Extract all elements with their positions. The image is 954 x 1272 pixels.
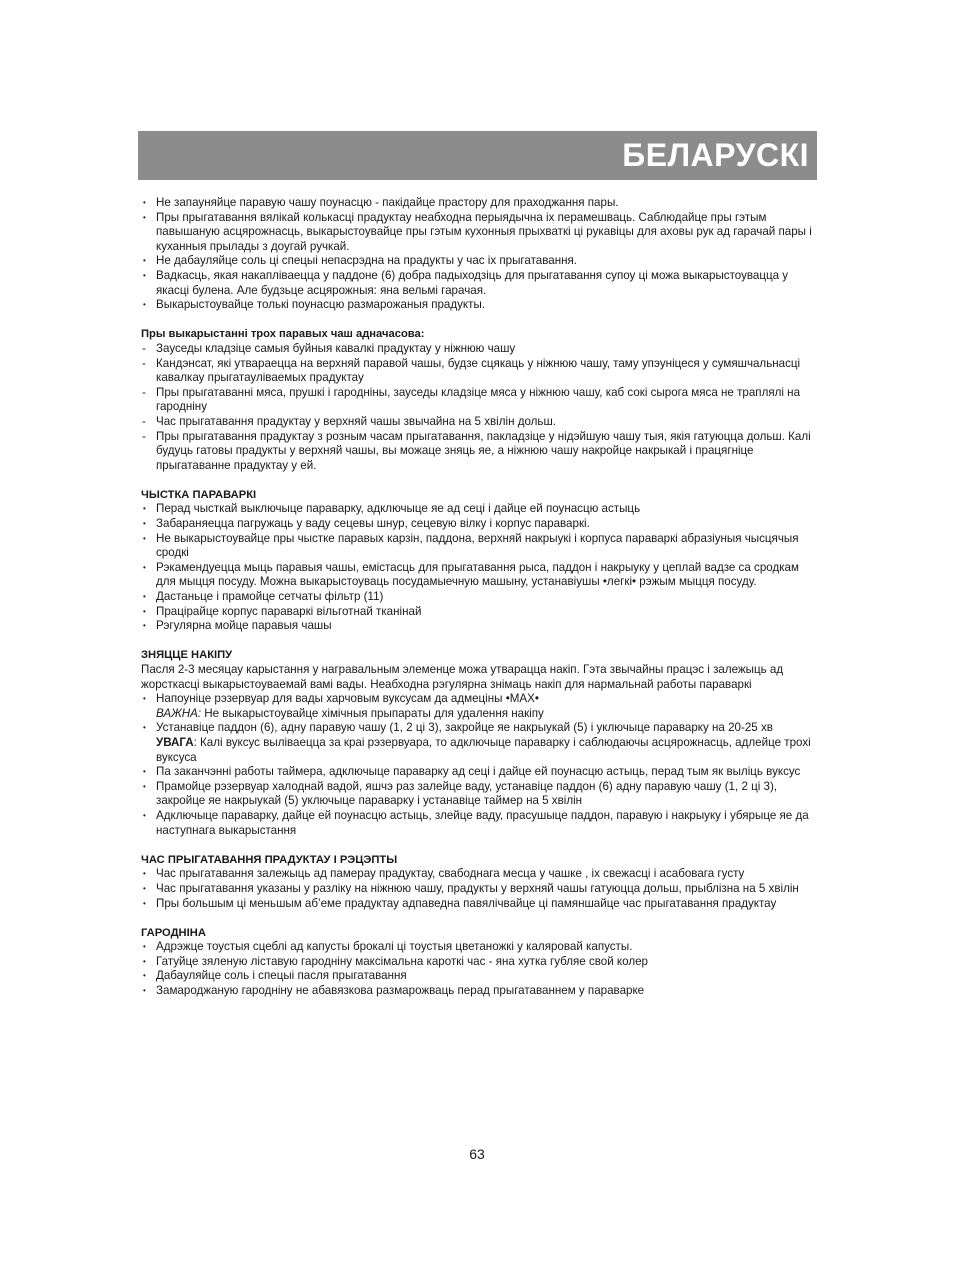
list-item-text: Гатуйце зяленую ліставую гародніну максімальна кароткі час - яна хутка губляе свой колер <box>156 954 648 968</box>
list-item <box>141 254 817 269</box>
list-item-text: Перад чысткай выключыце параварку, адключыце яе ад сеці і дайце ей поунасцю астыць <box>156 502 641 516</box>
bullet-marker: • <box>143 942 146 952</box>
list-item-text: Час прыгатавання прадуктау у верхняй чашы звычайна на 5 хвілін дольш. <box>156 414 556 428</box>
section-heading: ЧЫСТКА ПАРАВАРКІ <box>141 488 257 501</box>
list-item-text: Напоуніце рэзервуар для вады харчовым вуксусам да адмецiны •MAX• <box>156 692 539 706</box>
list-item-text: Адрэжце тоустыя сцеблі ад капусты брокалі ці тоустыя цветаножкі у каляровай капусты. <box>156 940 633 954</box>
bullet-marker: • <box>143 212 146 222</box>
bullet-marker: • <box>143 898 146 908</box>
list-item <box>141 765 817 780</box>
section-heading: ГАРОДНІНА <box>141 926 206 939</box>
bullet-marker: • <box>143 723 146 733</box>
page-number: 63 <box>469 1146 485 1162</box>
manual-content <box>141 196 817 999</box>
bullet-marker: • <box>143 956 146 966</box>
intro-section <box>141 196 817 313</box>
list-item <box>141 969 817 984</box>
list-item <box>141 780 817 809</box>
caution-note <box>156 736 817 765</box>
list-item <box>141 430 817 474</box>
bullet-marker: • <box>143 606 146 616</box>
list-item-text: Час прыгатавання залежыць ад памерау прадуктау, свабоднага месца у чашке , іх свежасці і асабовага густу <box>156 867 745 881</box>
dash-marker: - <box>142 341 146 355</box>
section-heading: ЗНЯЦЦЕ НАКІПУ <box>141 649 233 662</box>
list-item <box>141 415 817 430</box>
list-item <box>141 532 817 561</box>
bullet-marker: • <box>143 300 146 310</box>
section-paragraph: Пасля 2-3 месяцау карыстання у награвальным элеменце можа утварацца накіп. Гэта звычайны працэс і залежыць ад жорсткасці выкарыстоуваемай вамі вады. Неабходна рэгулярна знімаць накіп для нармальнай работы параваркі <box>141 663 784 691</box>
bullet-marker: • <box>143 869 146 879</box>
list-item <box>141 605 817 620</box>
list-item-text: Па заканчэнні работы таймера, адключыце параварку ад сеці і дайце ей поунасцю астыць, перад тым як выліць вуксус <box>156 765 801 779</box>
bullet-marker: • <box>143 810 146 820</box>
note-label: УВАГА <box>156 735 194 749</box>
section-heading: Пры выкарыстанні трох паравых чаш адначасова: <box>141 328 425 341</box>
bullet-marker: • <box>143 883 146 893</box>
list-item-text: Пры прыгатаванні мяса, прушкі і гароднiны, зауседы кладзіце мяса у ніжнюю чашу, каб сокі сырога мяса не траплялі на гародніну <box>156 385 801 414</box>
cooking-time-section <box>141 853 817 911</box>
list-item <box>141 561 817 590</box>
bullet-marker: • <box>143 256 146 266</box>
dash-marker: - <box>142 385 146 399</box>
bullet-marker: • <box>143 198 146 207</box>
bullet-marker: • <box>143 270 146 280</box>
list-item <box>141 196 817 211</box>
language-title: БЕЛАРУСКІ <box>622 137 809 173</box>
list-item-text: Забараняецца пагружаць у ваду сецевы шнур, сецевую вілку і корпус параваркі. <box>156 517 590 531</box>
list-item-text: Прамойце рэзервуар халоднай вадой, яшчэ раз залейце ваду, устанавіце паддон (6) адну паравую чашу (1, 2 ці 3), закройце яе накрыукай (5) уключыце параварку і устанавіце таймер на 5 хвілін <box>156 779 778 808</box>
list-item-text: Рэкамендуецца мыць паравыя чашы, емістасць для прыгатавання рыса, паддон і накрыуку у цеплай вадзе са сродкам для мыцця посуду. Можна выкарыстоуваць посудамыечную машыну, устанавіушы •легкі• рэжым мыцця посуду. <box>156 560 799 589</box>
list-item-text: Не дабауляйце соль ці спецыі непасрэдна на прадукты у час іх прыгатавання. <box>156 254 578 268</box>
list-item-text: Зауседы кладзіце самыя буйныя кавалкі прадуктау у ніжнюю чашу <box>156 341 516 355</box>
list-item <box>141 721 817 765</box>
list-item-text: Не выкарыстоувайце пры чыстке паравых карзін, паддона, верхняй накрыукі і корпуса параваркі абразіуныя чысцячыя сродкі <box>156 531 799 560</box>
note-text: : Калі вуксус выліваецца за краі рэзервуара, то адключыце параварку і саблюдаючы асцярожнасць, адлейце трохі вуксуса <box>156 735 811 764</box>
dash-marker: - <box>142 429 146 443</box>
list-item-text: Замароджаную гародніну не абавязкова размарожваць перад прыгатаваннем у параварке <box>156 984 645 998</box>
list-item <box>141 940 817 955</box>
bullet-marker: • <box>143 694 146 704</box>
list-item-text: Кандэнсат, які утвараецца на верхняй паравой чашы, будзе сцякаць у ніжнюю чашу, таму упэуніцеся у сумяшчальнасці кавалкау прыгатауліваемых прадуктау <box>156 356 801 385</box>
bullet-marker: • <box>143 519 146 529</box>
list-item <box>141 211 817 255</box>
list-item <box>141 342 817 357</box>
note-label: ВАЖНА: <box>156 706 202 720</box>
cleaning-section <box>141 488 817 634</box>
list-item-text: Пры прыгатавання прадуктау з розным часам прыгатавання, пакладзіце у нідэйшую чашу тыя, якія гатуюцца дольш. Калі будуць гатовы прадукты у верхняй чашы, вы можаце зняць яе, а ніжнюю чашу накройце накрыкай і працягніце прыгатаванне прадуктау у ей. <box>156 429 811 472</box>
list-item <box>141 897 817 912</box>
list-item <box>141 882 817 897</box>
list-item <box>141 809 817 838</box>
dash-marker: - <box>142 414 146 428</box>
list-item-text: Вадкасць, якая накапліваецца у паддоне (6) добра падыходзіць для прыгатавання супоу ці можа выкарыстоувацца у якасці булена. Але будзьце асцярожныя: яна вельмі гарачая. <box>156 268 789 297</box>
list-item <box>141 502 817 517</box>
dash-marker: - <box>142 356 146 370</box>
list-item-text: Працірайце корпус параваркі вільготнай тканінай <box>156 604 422 618</box>
bullet-marker: • <box>143 592 146 602</box>
bullet-marker: • <box>143 621 146 631</box>
bullet-marker: • <box>143 562 146 572</box>
bullet-marker: • <box>143 971 146 981</box>
vegetables-section <box>141 926 817 999</box>
list-item-text: Час прыгатавання указаны у разліку на ніжнюю чашу, прадукты у верхняй чашы гатуюцца дольш, прыблізна на 5 хвілін <box>156 881 799 895</box>
bullet-marker: • <box>143 504 146 514</box>
list-item <box>141 619 817 634</box>
descaling-section <box>141 648 817 838</box>
list-item-text: Не запауняйце паравую чашу поунасцю - пакідайце прастору для праходжання пары. <box>156 196 619 209</box>
language-header-bar <box>138 131 817 180</box>
list-item-text: Устанавіце паддон (6), адну паравую чашу (1, 2 ці 3), закройце яе накрыукай (5) і уключыце параварку на 20-25 хв <box>156 721 773 735</box>
bullet-marker: • <box>143 767 146 777</box>
list-item-text: Рэгулярна мойце паравыя чашы <box>156 619 332 633</box>
list-item-text: Адключыце параварку, дайце ей поунасцю астыць, злейце ваду, прасушыце паддон, паравую і накрыуку і убярыце яе да наступнага выкарыстання <box>156 808 809 837</box>
list-item-text: Дастаньце і прамойце сетчаты фільтр (11) <box>156 590 384 604</box>
list-item <box>141 955 817 970</box>
list-item <box>141 867 817 882</box>
list-item <box>141 590 817 605</box>
list-item-text: Пры прыгатавання вялікай колькасці прадуктау неабходна перыядычна іх перамешваць. Саблюдайце пры гэтым павышаную асцярожнасць, выкарыстоувайце пры гэтым кухонныя прыхваткі ці рукавіцы для аховы рук ад гарачай пары і куханныя прылады з доугай ручкай. <box>156 210 812 253</box>
warning-note <box>156 707 817 722</box>
bullet-marker: • <box>143 781 146 791</box>
bullet-marker: • <box>143 986 146 996</box>
list-item <box>141 692 817 721</box>
three-bowls-section <box>141 327 817 473</box>
list-item <box>141 984 817 999</box>
section-heading: ЧАС ПРЫГАТАВАННЯ ПРАДУКТАУ І РЭЦЭПТЫ <box>141 853 398 866</box>
list-item <box>141 386 817 415</box>
list-item-text: Дабауляйце соль і спецыі пасля прыгатавання <box>156 969 407 983</box>
list-item <box>141 269 817 298</box>
note-text: Не выкарыстоувайце хімічныя прыпараты для удалення накіпу <box>201 706 544 720</box>
list-item <box>141 517 817 532</box>
list-item <box>141 298 817 313</box>
bullet-marker: • <box>143 533 146 543</box>
list-item-text: Выкарыстоувайце толькі поунасцю размарожаныя прадукты. <box>156 298 485 312</box>
list-item <box>141 357 817 386</box>
list-item-text: Пры большым ці меньшым аб’еме прадуктау адпаведна павялічвайце ці памяншайце час прыгатавання прадуктау <box>156 896 777 910</box>
